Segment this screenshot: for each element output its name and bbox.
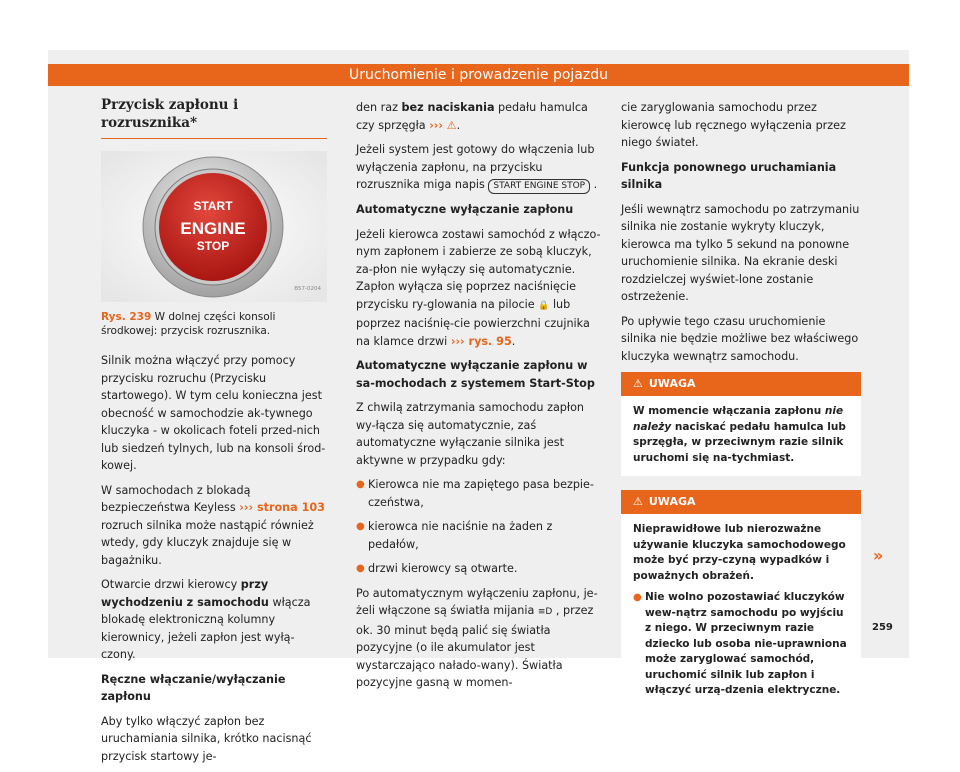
warning-triangle-icon: ⚠ (446, 118, 457, 132)
subheading: Automatyczne wyłączanie zapłonu w sa-mochodach z systemem Start-Stop (356, 359, 595, 390)
bullet-icon: ● (633, 592, 642, 603)
figure-start-button (101, 151, 327, 302)
caption-label: Rys. 239 (101, 311, 152, 323)
figure-link[interactable]: ››› rys. 95 (450, 334, 512, 348)
paragraph: cie zaryglowania samochodu przez kierowcę lub ręcznego wyłączenia przez niego świateł. (621, 101, 846, 149)
list-item: ● Nie wolno pozostawiać kluczyków wew-nątrz samochodu po wyjściu z niego. W przeciwnym razie dziecko lub osoba nie-uprawniona może zaryglować samochód, uruchomić silnik lub zapłon i włączyć urzą-dzenia elektryczne. (633, 590, 849, 699)
paragraph: Otwarcie drzwi kierowcy przy wychodzeniu z samochodu włącza blokadę elektroniczną kolumny kierownicy, jeżeli zapłon jest wyłą-czony. (101, 578, 311, 661)
column-2 (356, 99, 603, 699)
warning-link[interactable]: ››› (429, 118, 444, 132)
lock-icon: 🔒 (538, 300, 550, 311)
warning-box (621, 372, 861, 476)
list-item: ● Kierowca nie ma zapiętego pasa bezpie-czeństwa, (356, 476, 603, 511)
bullet-icon: ● (356, 521, 365, 532)
paragraph: den raz bez naciskania pedału hamulca czy sprzęgła ››› ⚠. (356, 101, 588, 132)
page-header: Uruchomienie i prowadzenie pojazdu (48, 64, 909, 86)
paragraph: Po upływie tego czasu uruchomienie silnika nie będzie możliwe bez właściwego kluczyka wewnątrz samochodu. (621, 314, 859, 363)
paragraph: W samochodach z blokadą bezpieczeństwa Keyless ››› strona 103 rozruch silnika może nastąpić również wtedy, gdy kluczyk znajduje się w bagażniku. (101, 483, 325, 567)
paragraph: Jeśli wewnątrz samochodu po zatrzymaniu silnika nie zostanie wykryty kluczyk, kierowca ma tylko 5 sekund na ponowne uruchomienie silnika. Na ekranie deski rozdzielczej wyświet-lone zostanie ostrzeżenie. (621, 202, 860, 303)
paragraph: Silnik można włączyć przy pomocy przycisku rozruchu (Przycisku startowego). W tym celu konieczna jest obecność w samochodzie ak-tywnego kluczyka - w okolicach foteli przed-nich lub siedzeń tylnych, lub na konsoli środ-kowej. (101, 354, 326, 472)
low-beam-icon: ≡D (537, 607, 553, 617)
paragraph: Z chwilą zatrzymania samochodu zapłon wy-łącza się automatycznie, zaś automatyczne wyłączanie silnika jest aktywne w przypadku gdy: (356, 401, 585, 467)
subheading: Funkcja ponownego uruchamiania silnika (621, 160, 837, 191)
warning-text: Nieprawidłowe lub nierozważne używanie kluczyka samochodowego może być przy-czyną wypadków i poważnych obrażeń. ● Nie wolno pozostawiać kluczyków wew-nątrz samochodu po wyjściu z niego. W przeciwnym razie dziecko lub osoba nie-uprawniona może zaryglować samochód, uruchomić silnik lub zapłon i włączyć urzą-dzenia elektryczne. (621, 514, 861, 709)
section-title: Przycisk zapłonu i rozrusznika* (101, 97, 327, 139)
subheading: Automatyczne wyłączanie zapłonu (356, 203, 574, 216)
warning-box (621, 490, 861, 709)
continue-arrow-icon: » (873, 546, 884, 565)
page-link[interactable]: ››› strona 103 (239, 501, 325, 514)
column-3 (621, 99, 861, 723)
figure-caption (101, 310, 327, 338)
warning-triangle-icon: ⚠ (633, 377, 643, 390)
warning-text: W momencie włączania zapłonu nie należy naciskać pedału hamulca lub sprzęgła, w przeciwnym razie silnik uruchomi się na-tychmiast. (633, 405, 846, 464)
paragraph: Po automatycznym wyłączeniu zapłonu, je-żeli włączone są światła mijania ≡D , przez ok. 30 minut będą palić się światła pozycyjne (o ile akumulator jest wystarczająco nałado-wany). Światła pozycyjne gasną w momen- (356, 586, 598, 689)
button-text-start: START (193, 199, 233, 213)
warning-header: ⚠ UWAGA (621, 490, 861, 514)
list-item: ● drzwi kierowcy są otwarte. (356, 560, 603, 578)
button-text-engine: ENGINE (180, 219, 246, 238)
paragraph: Aby tylko włączyć zapłon bez uruchamiania silnika, krótko nacisnąć przycisk startowy je- (101, 714, 312, 763)
subheading: Ręczne włączanie/wyłączanie zapłonu (101, 672, 286, 703)
list-item: ● kierowca nie naciśnie na żaden z pedałów, (356, 518, 603, 553)
bullet-icon: ● (356, 563, 365, 574)
column-1 (101, 97, 327, 772)
paragraph: Jeżeli kierowca zostawi samochód z włączo-nym zapłonem i zabierze ze sobą kluczyk, za-płon nie wyłączy się automatycznie. Zapłon wyłącza się poprzez naciśnięcie przycisku ry-glowania na pilocie 🔒 lub poprzez naciśnię-cie powierzchni czujnika na klamce drzwi ››› rys. 95. (356, 227, 601, 348)
warning-triangle-icon: ⚠ (633, 495, 643, 508)
start-engine-stop-key-label: START ENGINE STOP (488, 179, 590, 194)
warning-header: ⚠ UWAGA (621, 372, 861, 396)
button-text-stop: STOP (196, 239, 230, 253)
paragraph: Jeżeli system jest gotowy do włączenia lub wyłączenia zapłonu, na przycisku rozrusznika miga napis START ENGINE STOP . (356, 141, 603, 194)
start-engine-stop-button-image (101, 151, 327, 302)
bullet-icon: ● (356, 479, 365, 490)
caption-text: W dolnej części konsoli środkowej: przycisk rozrusznika. (101, 311, 276, 337)
figure-code: B57-0204 (294, 285, 321, 292)
page-number: 259 (872, 622, 893, 633)
